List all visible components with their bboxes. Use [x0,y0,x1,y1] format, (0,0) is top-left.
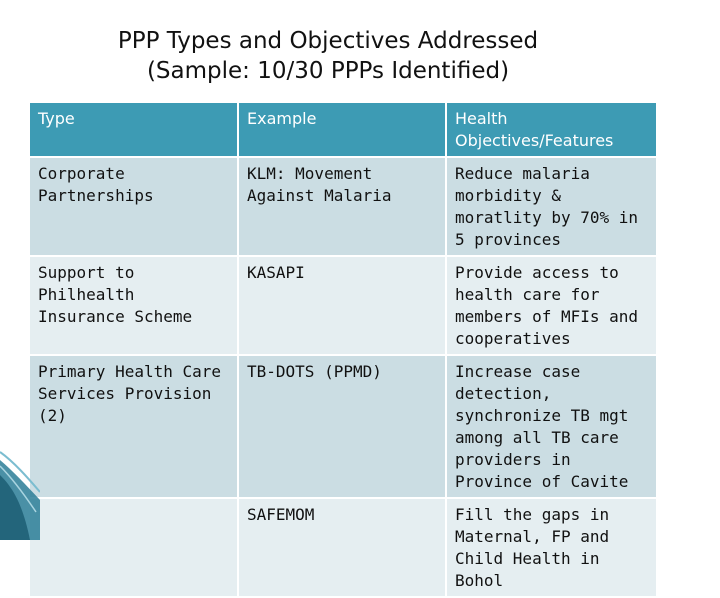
cell-type: Primary Health Care Services Provision (2) [29,355,238,498]
cell-type: Corporate Partnerships [29,157,238,256]
ppp-table [28,101,658,598]
title-line-1: PPP Types and Objectives Addressed [117,28,539,54]
header-type: Type [29,102,238,157]
cell-objectives: Increase case detection, synchronize TB mgt among all TB care providers in Province of Cavite [446,355,657,498]
cell-example: KASAPI [238,256,446,355]
cell-type [29,498,238,597]
cell-example: KLM: Movement Against Malaria [238,157,446,256]
cell-type: Support to Philhealth Insurance Scheme [29,256,238,355]
corner-wave-decoration [0,440,40,540]
title-line-2: (Sample: 10/30 PPPs Identified) [146,58,510,84]
cell-example: SAFEMOM [238,498,446,597]
table-row [29,256,657,355]
table-header-row [29,102,657,157]
cell-example: TB-DOTS (PPMD) [238,355,446,498]
table-row [29,355,657,498]
header-health-objectives: Health Objectives/Features [446,102,657,157]
page-title [0,26,656,86]
header-example: Example [238,102,446,157]
cell-objectives: Provide access to health care for members of MFIs and cooperatives [446,256,657,355]
table-row [29,157,657,256]
cell-objectives: Reduce malaria morbidity & moratlity by 70% in 5 provinces [446,157,657,256]
cell-objectives: Fill the gaps in Maternal, FP and Child Health in Bohol [446,498,657,597]
table-row [29,498,657,597]
